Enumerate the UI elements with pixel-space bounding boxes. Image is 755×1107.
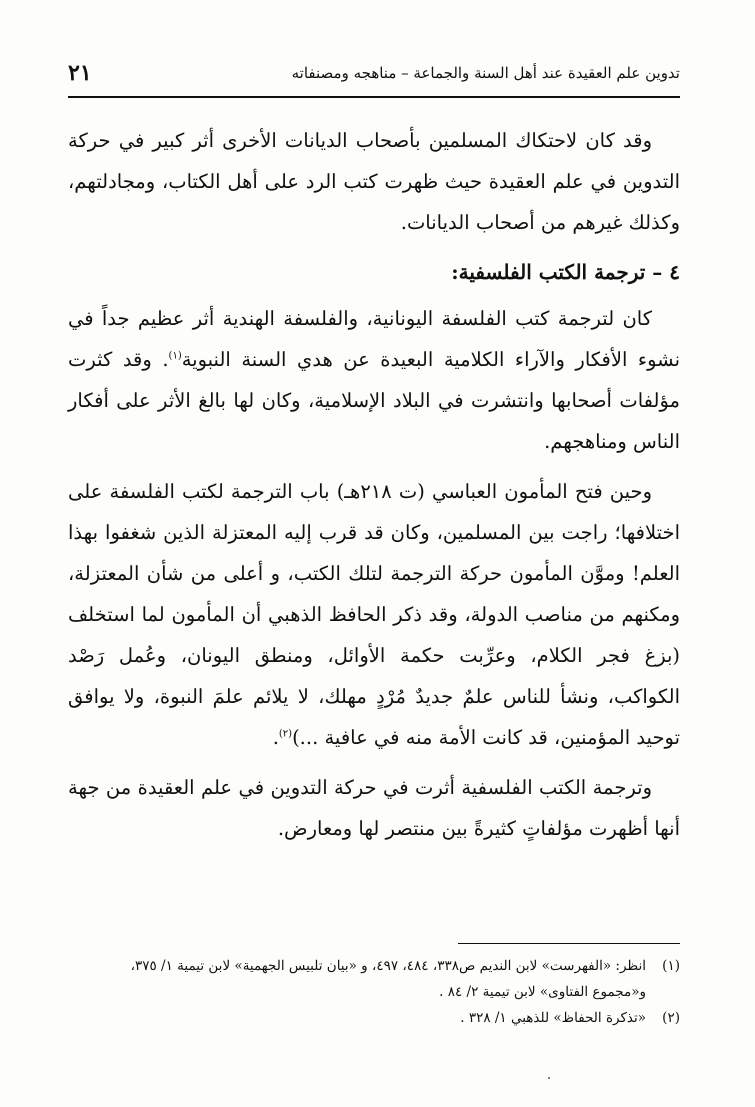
paragraph-4: وترجمة الكتب الفلسفية أثرت في حركة التدوين في علم العقيدة من جهة أنها أظهرت مؤلفاتٍ كثيرةً بين منتصر لها ومعارض. — [68, 776, 680, 840]
running-header — [68, 62, 680, 92]
header-rule — [68, 96, 680, 98]
paragraph-1: وقد كان لاحتكاك المسلمين بأصحاب الديانات الأخرى أثر كبير في حركة التدوين في علم العقيدة حيث ظهرت كتب الرد على أهل الكتاب، ومجادلتهم، وكذلك غيرهم من أصحاب الديانات. — [68, 129, 680, 234]
main-text — [68, 120, 680, 849]
paragraph-2 — [68, 298, 680, 462]
running-header-title: تدوين علم العقيدة عند أهل السنة والجماعة – مناهجه ومصنفاته — [291, 64, 680, 82]
footnote-2 — [68, 1005, 680, 1031]
paragraph-3-text-b: . — [272, 726, 279, 749]
footnote-number: (١) — [662, 958, 680, 974]
footnote-ref-1[interactable]: (١) — [168, 350, 182, 362]
paragraph-3 — [68, 471, 680, 758]
footnote-ref-2[interactable]: (٢) — [278, 728, 293, 740]
footnote-number: (٢) — [662, 1010, 680, 1026]
scan-speck — [548, 1077, 550, 1079]
page-number: ٢١ — [68, 60, 92, 86]
footnotes — [68, 953, 680, 1031]
paragraph-2-text-a: كان لترجمة كتب الفلسفة اليونانية، والفلسفة الهندية أثر عظيم جداً في نشوء الأفكار والآراء الكلامية البعيدة عن هدي السنة النبوية — [68, 307, 680, 371]
footnote-text: «تذكرة الحفاظ» للذهبي ١/ ٣٢٨ . — [460, 1010, 646, 1026]
footnote-text-continued: و«مجموع الفتاوى» لابن تيمية ٢/ ٨٤ . — [439, 984, 646, 1000]
footnote-text: انظر: «الفهرست» لابن النديم ص٣٣٨، ٤٨٤، ٤٩٧، و «بيان تلبيس الجهمية» لابن تيمية ١/ ٣٧٥، — [130, 958, 646, 974]
footnote-separator — [458, 943, 680, 944]
footnote-1 — [68, 953, 680, 1005]
section-heading: ٤ – ترجمة الكتب الفلسفية: — [451, 260, 680, 284]
paragraph-2-text-b: . وقد كثرت مؤلفات أصحابها وانتشرت في البلاد الإسلامية، وكان لها بالغ الأثر على أفكار الناس ومناهجهم. — [68, 348, 680, 453]
paragraph-3-text-a: وحين فتح المأمون العباسي (ت ٢١٨هـ) باب الترجمة لكتب الفلسفة على اختلافها؛ راجت بين المسلمين، وكان قد قرب إليه المعتزلة الذين شغفوا بهذا العلم! وموَّن المأمون حركة الترجمة لتلك الكتب، و أعلى من شأن المعتزلة، ومكنهم من مناصب الدولة، وقد ذكر الحافظ الذهبي أن المأمون لما استخلف (بزغ فجر الكلام، وعرِّبت حكمة الأوائل، ومنطق اليونان، وعُمل رَصْد الكواكب، ونشأ للناس علمٌ جديدٌ مُرْدٍ مهلك، لا يلائم علمَ النبوة، ولا يوافق توحيد المؤمنين، قد كانت الأمة منه في عافية ...) — [68, 480, 680, 749]
